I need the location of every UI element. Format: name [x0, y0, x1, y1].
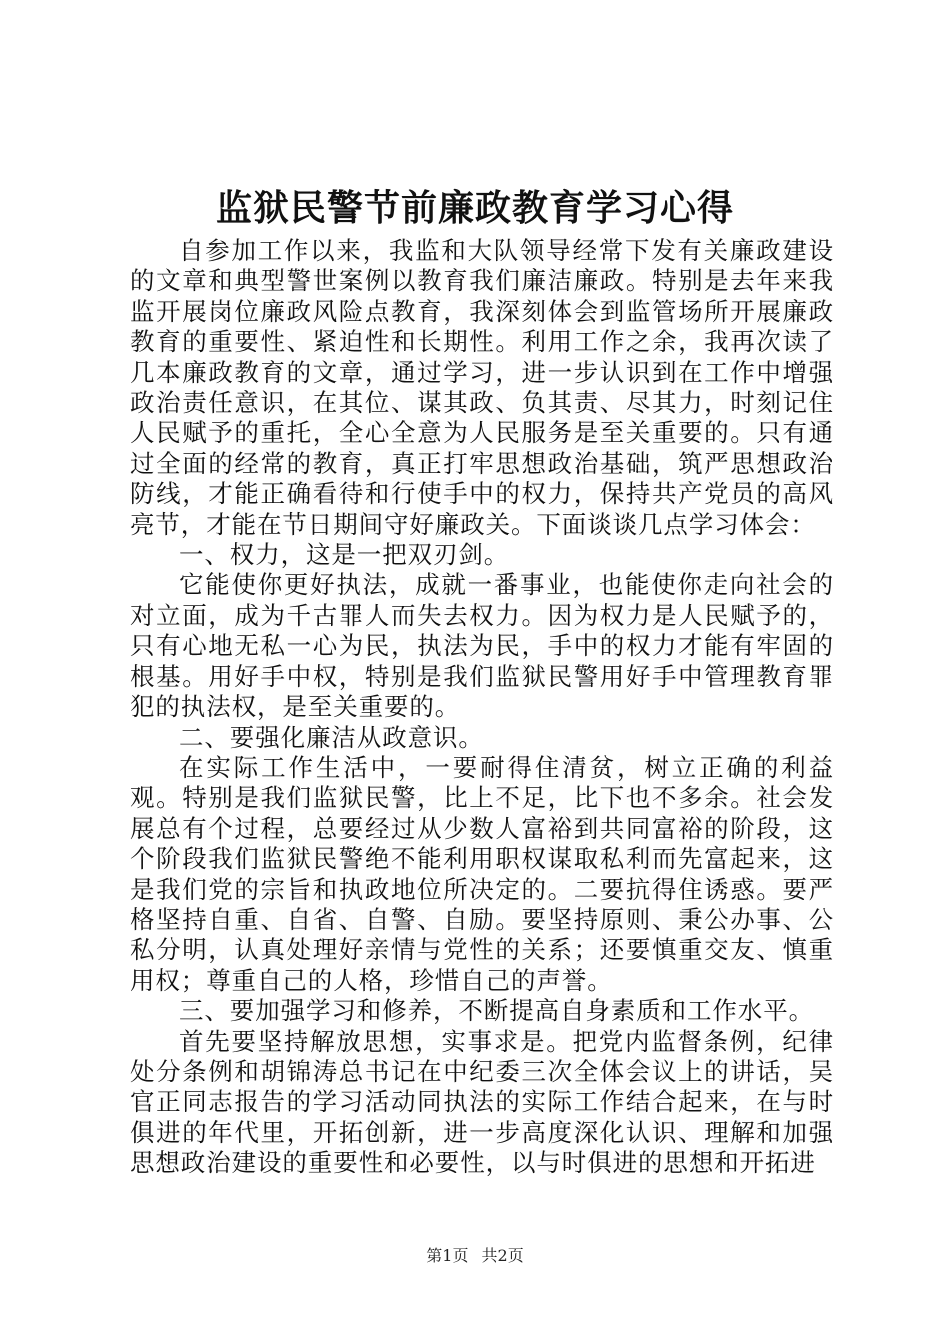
section-heading-1: 一、权力，这是一把双刃剑。 — [179, 540, 510, 570]
paragraph-section-1: 它能使你更好执法，成就一番事业，也能使你走向社会的对立面，成为千古罪人而失去权力。因为权力是人民赋予的，只有心地无私一心为民，执法为民，手中的权力才能有牢固的根基。用好手中权，特别是我们监狱民警用好手中管理教育罪犯的执法权，是至关重要的。 — [130, 570, 834, 722]
document-title: 监狱民警节前廉政教育学习心得 — [215, 188, 734, 229]
paragraph-section-3: 首先要坚持解放思想，实事求是。把党内监督条例，纪律处分条例和胡锦涛总书记在中纪委三次全体会议上的讲话，吴官正同志报告的学习活动同执法的实际工作结合起来，在与时俱进的年代里，开拓创新，进一步高度深化认识、理解和加强思想政治建设的重要性和必要性，以与时俱进的思想和开拓进 — [130, 1026, 834, 1178]
page-footer — [0, 1244, 950, 1268]
paragraph-section-2: 在实际工作生活中，一要耐得住清贫，树立正确的利益观。特别是我们监狱民警，比上不足，比下也不多余。社会发展总有个过程，总要经过从少数人富裕到共同富裕的阶段，这个阶段我们监狱民警绝不能利用职权谋取私利而先富起来，这是我们党的宗旨和执政地位所决定的。二要抗得住诱惑。要严格坚持自重、自省、自警、自励。要坚持原则、秉公办事、公私分明，认真处理好亲情与党性的关系；还要慎重交友、慎重用权；尊重自己的人格，珍惜自己的声誉。 — [130, 752, 834, 995]
paragraph-intro: 自参加工作以来，我监和大队领导经常下发有关廉政建设的文章和典型警世案例以教育我们廉洁廉政。特别是去年来我监开展岗位廉政风险点教育，我深刻体会到监管场所开展廉政教育的重要性、紧迫性和长期性。利用工作之余，我再次读了几本廉政教育的文章，通过学习，进一步认识到在工作中增强政治责任意识，在其位、谋其政、负其责、尽其力，时刻记住人民赋予的重托，全心全意为人民服务是至关重要的。只有通过全面的经常的教育，真正打牢思想政治基础，筑严思想政治防线，才能正确看待和行使手中的权力，保持共产党员的高风亮节，才能在节日期间守好廉政关。下面谈谈几点学习体会： — [130, 236, 834, 539]
section-heading-3: 三、要加强学习和修养，不断提高自身素质和工作水平。 — [179, 996, 814, 1026]
page-total: 共2页 — [481, 1246, 524, 1265]
document-body — [130, 236, 834, 1179]
page-number: 第1页 — [426, 1246, 469, 1265]
section-heading-2: 二、要强化廉洁从政意识。 — [179, 722, 484, 752]
